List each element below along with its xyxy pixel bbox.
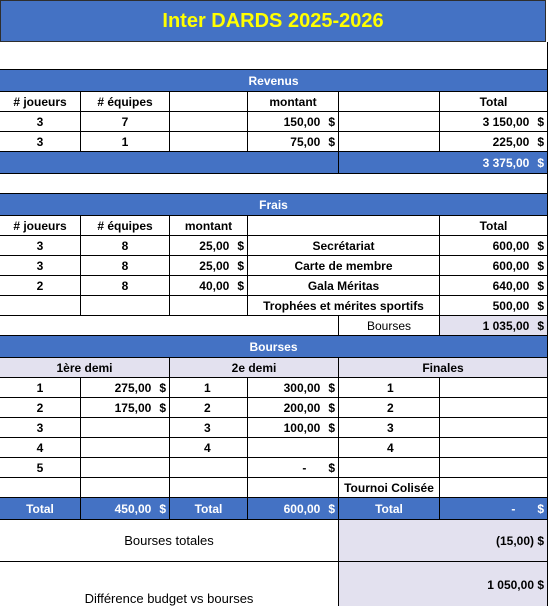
empty-cell[interactable] <box>170 296 248 316</box>
currency: $ <box>328 134 335 149</box>
empty-cell[interactable] <box>170 478 248 498</box>
rank-cell[interactable]: 3 <box>339 418 440 438</box>
total-label[interactable]: Total <box>0 498 81 520</box>
joueurs-cell[interactable]: 3 <box>0 256 81 276</box>
rank-cell[interactable]: 3 <box>170 418 248 438</box>
empty-cell[interactable] <box>81 296 170 316</box>
bourses-totales-value[interactable]: (15,00) $ <box>339 520 548 562</box>
col-finales[interactable]: Finales <box>339 358 548 378</box>
currency: $ <box>537 278 544 293</box>
rank-cell[interactable]: 4 <box>0 438 81 458</box>
rank-cell[interactable]: 1 <box>339 378 440 398</box>
empty-cell[interactable] <box>440 478 548 498</box>
rank-cell[interactable]: 2 <box>0 398 81 418</box>
currency: $ <box>537 258 544 273</box>
empty-cell[interactable] <box>248 478 339 498</box>
total-finales[interactable] <box>440 498 548 520</box>
empty-cell[interactable] <box>0 478 81 498</box>
prize-value: 175,00 <box>114 400 152 415</box>
empty-cell[interactable] <box>170 92 248 112</box>
currency: $ <box>328 501 335 516</box>
prize-cell[interactable] <box>248 458 339 478</box>
bourses-row <box>0 378 548 398</box>
joueurs-cell[interactable]: 3 <box>0 132 81 152</box>
joueurs-cell[interactable]: 3 <box>0 112 81 132</box>
frais-label[interactable]: Carte de membre <box>248 256 440 276</box>
prize-cell[interactable] <box>248 418 339 438</box>
revenus-total-filler[interactable] <box>0 152 339 174</box>
currency: $ <box>159 400 166 415</box>
col-demi2[interactable]: 2e demi <box>170 358 339 378</box>
currency: $ <box>328 114 335 129</box>
total-cell[interactable] <box>440 256 548 276</box>
frais-label[interactable]: Gala Méritas <box>248 276 440 296</box>
frais-row <box>0 276 548 296</box>
col-montant[interactable]: montant <box>170 216 248 236</box>
empty-cell[interactable] <box>0 316 339 336</box>
total-cell[interactable] <box>440 276 548 296</box>
total-demi1[interactable] <box>81 498 170 520</box>
total-value: 600,00 <box>283 501 321 516</box>
prize-value: 275,00 <box>114 380 152 395</box>
rank-cell[interactable]: 4 <box>170 438 248 458</box>
bourses-label[interactable]: Bourses <box>339 316 440 336</box>
prize-cell[interactable] <box>81 418 170 438</box>
col-joueurs[interactable]: # joueurs <box>0 216 81 236</box>
bourses-band <box>0 336 548 358</box>
rank-cell[interactable]: 1 <box>0 378 81 398</box>
revenus-band <box>0 70 548 92</box>
prize-cell[interactable] <box>81 378 170 398</box>
montant-value: 25,00 <box>199 238 230 253</box>
total-cell[interactable] <box>440 112 548 132</box>
total-label[interactable]: Total <box>339 498 440 520</box>
rank-cell[interactable]: 2 <box>170 398 248 418</box>
prize-value: 100,00 <box>283 420 321 435</box>
currency: $ <box>237 278 244 293</box>
col-equipes[interactable]: # équipes <box>81 216 170 236</box>
tournoi-row <box>0 478 548 498</box>
equipes-cell[interactable]: 1 <box>81 132 170 152</box>
frais-band <box>0 194 548 216</box>
col-total[interactable]: Total <box>440 216 548 236</box>
total-label[interactable]: Total <box>170 498 248 520</box>
currency: $ <box>328 380 335 395</box>
total-value: 450,00 <box>114 501 152 516</box>
total-value: 225,00 <box>492 134 530 149</box>
prize-cell[interactable] <box>81 458 170 478</box>
equipes-cell[interactable]: 8 <box>81 236 170 256</box>
empty-cell[interactable] <box>440 378 548 398</box>
prize-value: - <box>302 460 307 475</box>
difference-row <box>0 562 548 606</box>
col-joueurs[interactable]: # joueurs <box>0 92 81 112</box>
currency: $ <box>159 501 166 516</box>
empty-cell[interactable] <box>440 398 548 418</box>
rank-cell[interactable]: 5 <box>0 458 81 478</box>
empty-cell[interactable] <box>440 438 548 458</box>
frais-header-row <box>0 216 548 236</box>
equipes-cell[interactable]: 8 <box>81 276 170 296</box>
currency: $ <box>537 155 544 170</box>
montant-cell[interactable] <box>170 256 248 276</box>
total-value: 640,00 <box>492 278 530 293</box>
prize-cell[interactable] <box>81 398 170 418</box>
montant-cell[interactable] <box>248 132 339 152</box>
joueurs-cell[interactable]: 3 <box>0 236 81 256</box>
blank-cell[interactable] <box>0 42 548 70</box>
montant-value: 25,00 <box>199 258 230 273</box>
bourses-header-row <box>0 358 548 378</box>
difference-value[interactable]: 1 050,00 $ <box>339 562 548 606</box>
bourses-header[interactable]: Bourses <box>0 336 548 358</box>
prize-cell[interactable] <box>248 378 339 398</box>
empty-cell[interactable] <box>440 418 548 438</box>
frais-label[interactable]: Trophées et mérites sportifs <box>248 296 440 316</box>
blank-cell[interactable] <box>0 174 548 194</box>
title-row <box>0 0 548 42</box>
total-value: 3 150,00 <box>482 114 530 129</box>
tournoi-label[interactable]: Tournoi Colisée <box>339 478 440 498</box>
frais-label[interactable]: Secrétariat <box>248 236 440 256</box>
blank-row <box>0 42 548 70</box>
prize-value: 200,00 <box>283 400 321 415</box>
col-equipes[interactable]: # équipes <box>81 92 170 112</box>
bourses-row <box>0 458 548 478</box>
prize-cell[interactable] <box>248 398 339 418</box>
col-total[interactable]: Total <box>440 92 548 112</box>
col-demi1[interactable]: 1ère demi <box>0 358 170 378</box>
prize-cell[interactable] <box>81 438 170 458</box>
empty-cell[interactable] <box>0 296 81 316</box>
empty-cell[interactable] <box>339 112 440 132</box>
empty-cell[interactable] <box>339 132 440 152</box>
rank-cell[interactable] <box>339 458 440 478</box>
frais-header[interactable]: Frais <box>0 194 548 216</box>
revenus-header-row <box>0 92 548 112</box>
total-value: 600,00 <box>492 238 530 253</box>
currency: $ <box>328 400 335 415</box>
bourses-totales-label[interactable]: Bourses totales <box>0 520 339 562</box>
difference-label[interactable]: Différence budget vs bourses <box>0 562 339 606</box>
rank-cell[interactable]: 2 <box>339 398 440 418</box>
prize-value: 300,00 <box>283 380 321 395</box>
currency: $ <box>537 501 544 516</box>
total-value: - <box>511 501 516 516</box>
total-value: 600,00 <box>492 258 530 273</box>
col-montant[interactable]: montant <box>248 92 339 112</box>
revenus-total-row <box>0 152 548 174</box>
rank-cell[interactable]: 1 <box>170 378 248 398</box>
total-cell[interactable] <box>440 296 548 316</box>
revenus-header[interactable]: Revenus <box>0 70 548 92</box>
montant-cell[interactable] <box>170 236 248 256</box>
frais-row <box>0 236 548 256</box>
equipes-cell[interactable]: 8 <box>81 256 170 276</box>
currency: $ <box>537 318 544 333</box>
frais-row <box>0 296 548 316</box>
currency: $ <box>237 238 244 253</box>
revenus-row <box>0 112 548 132</box>
rank-cell[interactable]: 4 <box>339 438 440 458</box>
currency: $ <box>537 114 544 129</box>
montant-cell[interactable] <box>170 276 248 296</box>
currency: $ <box>537 238 544 253</box>
currency: $ <box>237 258 244 273</box>
montant-cell[interactable] <box>248 112 339 132</box>
grand-total-value: 3 375,00 <box>482 155 530 170</box>
bourses-row <box>0 418 548 438</box>
empty-cell[interactable] <box>248 216 440 236</box>
currency: $ <box>159 380 166 395</box>
frais-row <box>0 256 548 276</box>
revenus-grand-total[interactable] <box>339 152 548 174</box>
blank-row <box>0 174 548 194</box>
rank-cell[interactable]: 3 <box>0 418 81 438</box>
currency: $ <box>537 134 544 149</box>
total-demi2[interactable] <box>248 498 339 520</box>
rank-cell[interactable] <box>170 458 248 478</box>
bourses-row <box>0 438 548 458</box>
currency: $ <box>328 460 335 475</box>
joueurs-cell[interactable]: 2 <box>0 276 81 296</box>
montant-value: 75,00 <box>290 134 321 149</box>
prize-cell[interactable] <box>248 438 339 458</box>
sheet-title[interactable]: Inter DARDS 2025-2026 <box>0 0 546 42</box>
empty-cell[interactable] <box>81 478 170 498</box>
equipes-cell[interactable]: 7 <box>81 112 170 132</box>
bourses-total-row <box>0 498 548 520</box>
bourses-totales-row <box>0 520 548 562</box>
total-cell[interactable] <box>440 132 548 152</box>
montant-value: 150,00 <box>283 114 321 129</box>
currency: $ <box>537 298 544 313</box>
revenus-row <box>0 132 548 152</box>
bourses-total-value: 1 035,00 <box>482 318 530 333</box>
empty-cell[interactable] <box>170 112 248 132</box>
total-value: 500,00 <box>492 298 530 313</box>
bourses-row <box>0 398 548 418</box>
frais-bourses-row <box>0 316 548 336</box>
currency: $ <box>328 420 335 435</box>
empty-cell[interactable] <box>339 92 440 112</box>
bourses-total-cell[interactable] <box>440 316 548 336</box>
empty-cell[interactable] <box>440 458 548 478</box>
montant-value: 40,00 <box>199 278 230 293</box>
total-cell[interactable] <box>440 236 548 256</box>
empty-cell[interactable] <box>170 132 248 152</box>
